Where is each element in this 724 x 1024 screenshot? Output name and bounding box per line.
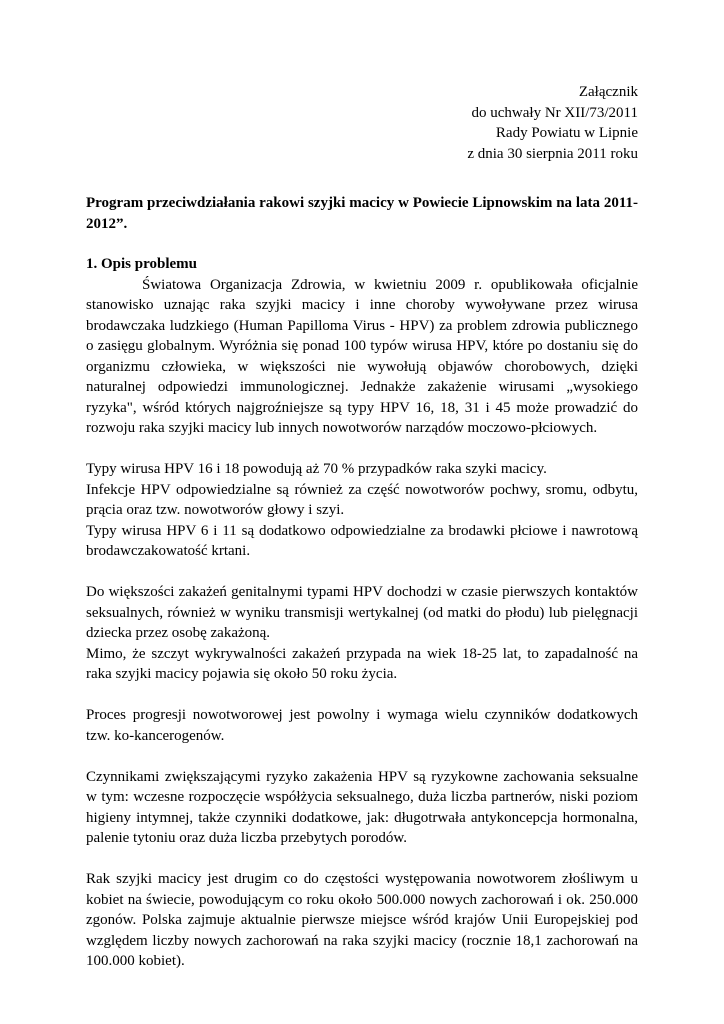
council-name: Rady Powiatu w Lipnie: [495, 125, 638, 141]
spacer: [86, 746, 638, 767]
paragraph-hpv-infections: Infekcje HPV odpowiedzialne są również za część nowotworów pochwy, sromu, odbytu, prącia oraz tzw. nowotworów głowy i szyi.: [86, 481, 638, 518]
annex-header: [86, 82, 638, 164]
paragraph-hpv-6-11: Typy wirusa HPV 6 i 11 są dodatkowo odpowiedzialne za brodawki płciowe i nawrotową brodawczakowatość krtani.: [86, 522, 638, 559]
spacer: [86, 849, 638, 870]
paragraph-hpv-16-18: Typy wirusa HPV 16 i 18 powodują aż 70 % przypadków raka szyki macicy.: [86, 461, 547, 477]
paragraph-who-statement: Światowa Organizacja Zdrowia, w kwietniu 2009 r. opublikowała oficjalnie stanowisko uznając raka szyjki macicy i inne choroby wywoływane przez wirusa brodawczaka ludzkiego (Human Papilloma Virus - HPV) za problem zdrowia publicznego o zasięgu globalnym. Wyróżnia się ponad 100 typów wirusa HPV, które po dostaniu się do organizmu człowieka, w większości nie wywołują objawów chorobowych, dzięki naturalnej odpowiedzi immunologicznej. Jednakże zakażenie wirusami „wysokiego ryzyka", wśród których najgroźniejsze są typy HPV 16, 18, 31 i 45 może prowadzić do rozwoju raka szyjki macicy lub innych nowotworów narządów moczowo-płciowych.: [86, 276, 638, 436]
annex-label: Załącznik: [578, 84, 638, 100]
paragraph-progression: Proces progresji nowotworowej jest powolny i wymaga wielu czynników dodatkowych tzw. ko-kancerogenów.: [86, 707, 638, 744]
section-heading: 1. Opis problemu: [86, 256, 197, 272]
spacer: [86, 685, 638, 706]
spacer: [86, 439, 638, 460]
resolution-date: z dnia 30 sierpnia 2011 roku: [467, 145, 638, 162]
document-title: Program przeciwdziałania rakowi szyjki macicy w Powiecie Lipnowskim na lata 2011-2012”.: [86, 195, 638, 232]
paragraph-age-peak: Mimo, że szczyt wykrywalności zakażeń przypada na wiek 18-25 lat, to zapadalność na raka szyjki macicy pojawia się około 50 roku życia.: [86, 645, 638, 682]
spacer: [86, 562, 638, 583]
document-page: [86, 82, 638, 972]
paragraph-risk-factors: Czynnikami zwiększającymi ryzyko zakażenia HPV są ryzykowne zachowania seksualne w tym: wczesne rozpoczęcie współżycia seksualnego, duża liczba partnerów, niski poziom higieny intymnej, także czynniki dodatkowe, jak: długotrwała antykoncepcja hormonalna, palenie tytoniu oraz duża liczba przebytych porodów.: [86, 768, 638, 846]
paragraph-transmission: Do większości zakażeń genitalnymi typami HPV dochodzi w czasie pierwszych kontaktów seksualnych, również w wyniku transmisji wertykalnej (od matki do płodu) lub pielęgnacji dziecka przez osobę zakażoną.: [86, 584, 638, 641]
paragraph-statistics: Rak szyjki macicy jest drugim co do częstości występowania nowotworem złośliwym u kobiet na świecie, powodującym co roku około 500.000 nowych zachorowań i ok. 250.000 zgonów. Polska zajmuje aktualnie pierwsze miejsce wśród krajów Unii Europejskiej pod względem liczby nowych zachorowań na raka szyjki macicy (rocznie 18,1 zachorowań na 100.000 kobiet).: [86, 871, 638, 969]
resolution-number: do uchwały Nr XII/73/2011: [471, 104, 638, 121]
